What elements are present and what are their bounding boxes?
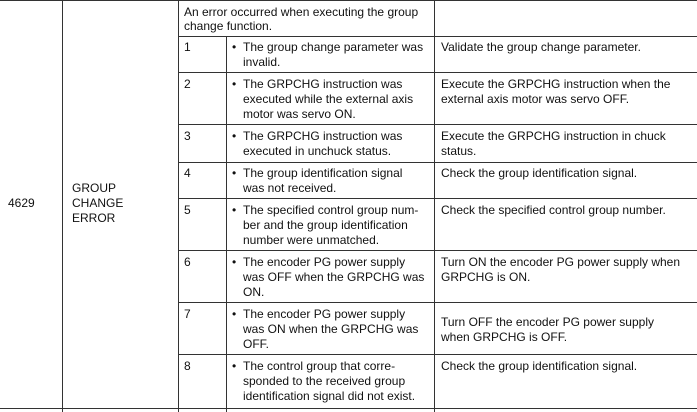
row-number: 2	[184, 77, 191, 91]
cause-line: ON.	[243, 285, 265, 299]
bullet-icon: •	[232, 40, 237, 54]
table-rule	[178, 72, 697, 73]
row-number: 8	[184, 359, 191, 373]
cause-text: The GRPCHG instruction was	[243, 129, 403, 143]
table-rule	[178, 124, 697, 125]
cause-line: sponded to the received group	[243, 374, 406, 388]
remedy-line: Turn ON the encoder PG power supply when	[441, 255, 681, 269]
row-number: 5	[184, 203, 191, 217]
remedy-line: when GRPCHG is OFF.	[441, 330, 568, 344]
description-line: change function.	[184, 19, 273, 33]
table-rule	[226, 36, 227, 412]
remedy-line: Check the group identification signal.	[441, 166, 638, 180]
cause-text: The group identification signal	[243, 166, 403, 180]
cause-text: The encoder PG power supply	[243, 255, 406, 269]
table-rule	[434, 0, 435, 412]
cause-line: was ON when the GRPCHG was	[243, 322, 419, 336]
bullet-icon: •	[232, 359, 237, 373]
table-rule	[178, 162, 697, 163]
cause-text: The group change parameter was	[243, 40, 424, 54]
table-rule	[178, 36, 697, 37]
cause-line: invalid.	[243, 55, 281, 69]
table-rule	[178, 198, 697, 199]
cause-line: identification signal did not exist.	[243, 389, 416, 403]
row-number: 4	[184, 166, 191, 180]
cause-line	[232, 166, 402, 181]
table-rule	[178, 302, 697, 303]
bullet-icon: •	[232, 255, 237, 269]
cause-line: ber and the group identification	[243, 218, 408, 232]
bullet-icon: •	[232, 307, 237, 321]
remedy-line: Execute the GRPCHG instruction when the	[441, 77, 671, 91]
cause-line: executed while the external axis	[243, 92, 414, 106]
table-rule	[0, 408, 697, 409]
table-rule	[62, 0, 63, 412]
remedy-line: external axis motor was servo OFF.	[441, 92, 630, 106]
cause-text: The specified control group num-	[243, 203, 419, 217]
cause-line	[232, 40, 423, 55]
description-line: An error occurred when executing the group	[184, 5, 419, 19]
cause-line	[232, 77, 402, 92]
error-code: 4629	[8, 196, 35, 210]
cause-line: executed in unchuck status.	[243, 144, 392, 158]
cause-line	[232, 359, 395, 374]
remedy-line: GRPCHG is ON.	[441, 270, 531, 284]
cause-text: The control group that corre-	[243, 359, 396, 373]
error-name-line: GROUP	[72, 181, 117, 195]
remedy-line: Check the group identification signal.	[441, 359, 638, 373]
cause-line	[232, 129, 402, 144]
cause-line: motor was servo ON.	[243, 107, 356, 121]
cause-line	[232, 307, 405, 322]
remedy-line: status.	[441, 144, 477, 158]
cause-line: was not received.	[243, 181, 337, 195]
table-rule	[178, 0, 179, 412]
bullet-icon: •	[232, 203, 237, 217]
cause-line: OFF.	[243, 337, 269, 351]
row-number: 7	[184, 307, 191, 321]
table-rule	[178, 250, 697, 251]
row-number: 1	[184, 40, 191, 54]
cause-text: The GRPCHG instruction was	[243, 77, 403, 91]
cause-line	[232, 255, 405, 270]
cause-line	[232, 203, 418, 218]
cause-line: number were unmatched.	[243, 233, 380, 247]
row-number: 3	[184, 129, 191, 143]
error-name-line: CHANGE	[72, 196, 124, 210]
bullet-icon: •	[232, 129, 237, 143]
remedy-line: Validate the group change parameter.	[441, 40, 641, 54]
remedy-line: Turn OFF the encoder PG power supply	[441, 315, 654, 329]
cause-text: The encoder PG power supply	[243, 307, 406, 321]
remedy-line: Execute the GRPCHG instruction in chuck	[441, 129, 666, 143]
table-rule	[178, 354, 697, 355]
bullet-icon: •	[232, 77, 237, 91]
cause-line: was OFF when the GRPCHG was	[243, 270, 425, 284]
row-number: 6	[184, 255, 191, 269]
error-name-line: ERROR	[72, 211, 116, 225]
bullet-icon: •	[232, 166, 237, 180]
table-rule	[0, 0, 697, 1]
remedy-line: Check the specified control group number.	[441, 203, 666, 217]
